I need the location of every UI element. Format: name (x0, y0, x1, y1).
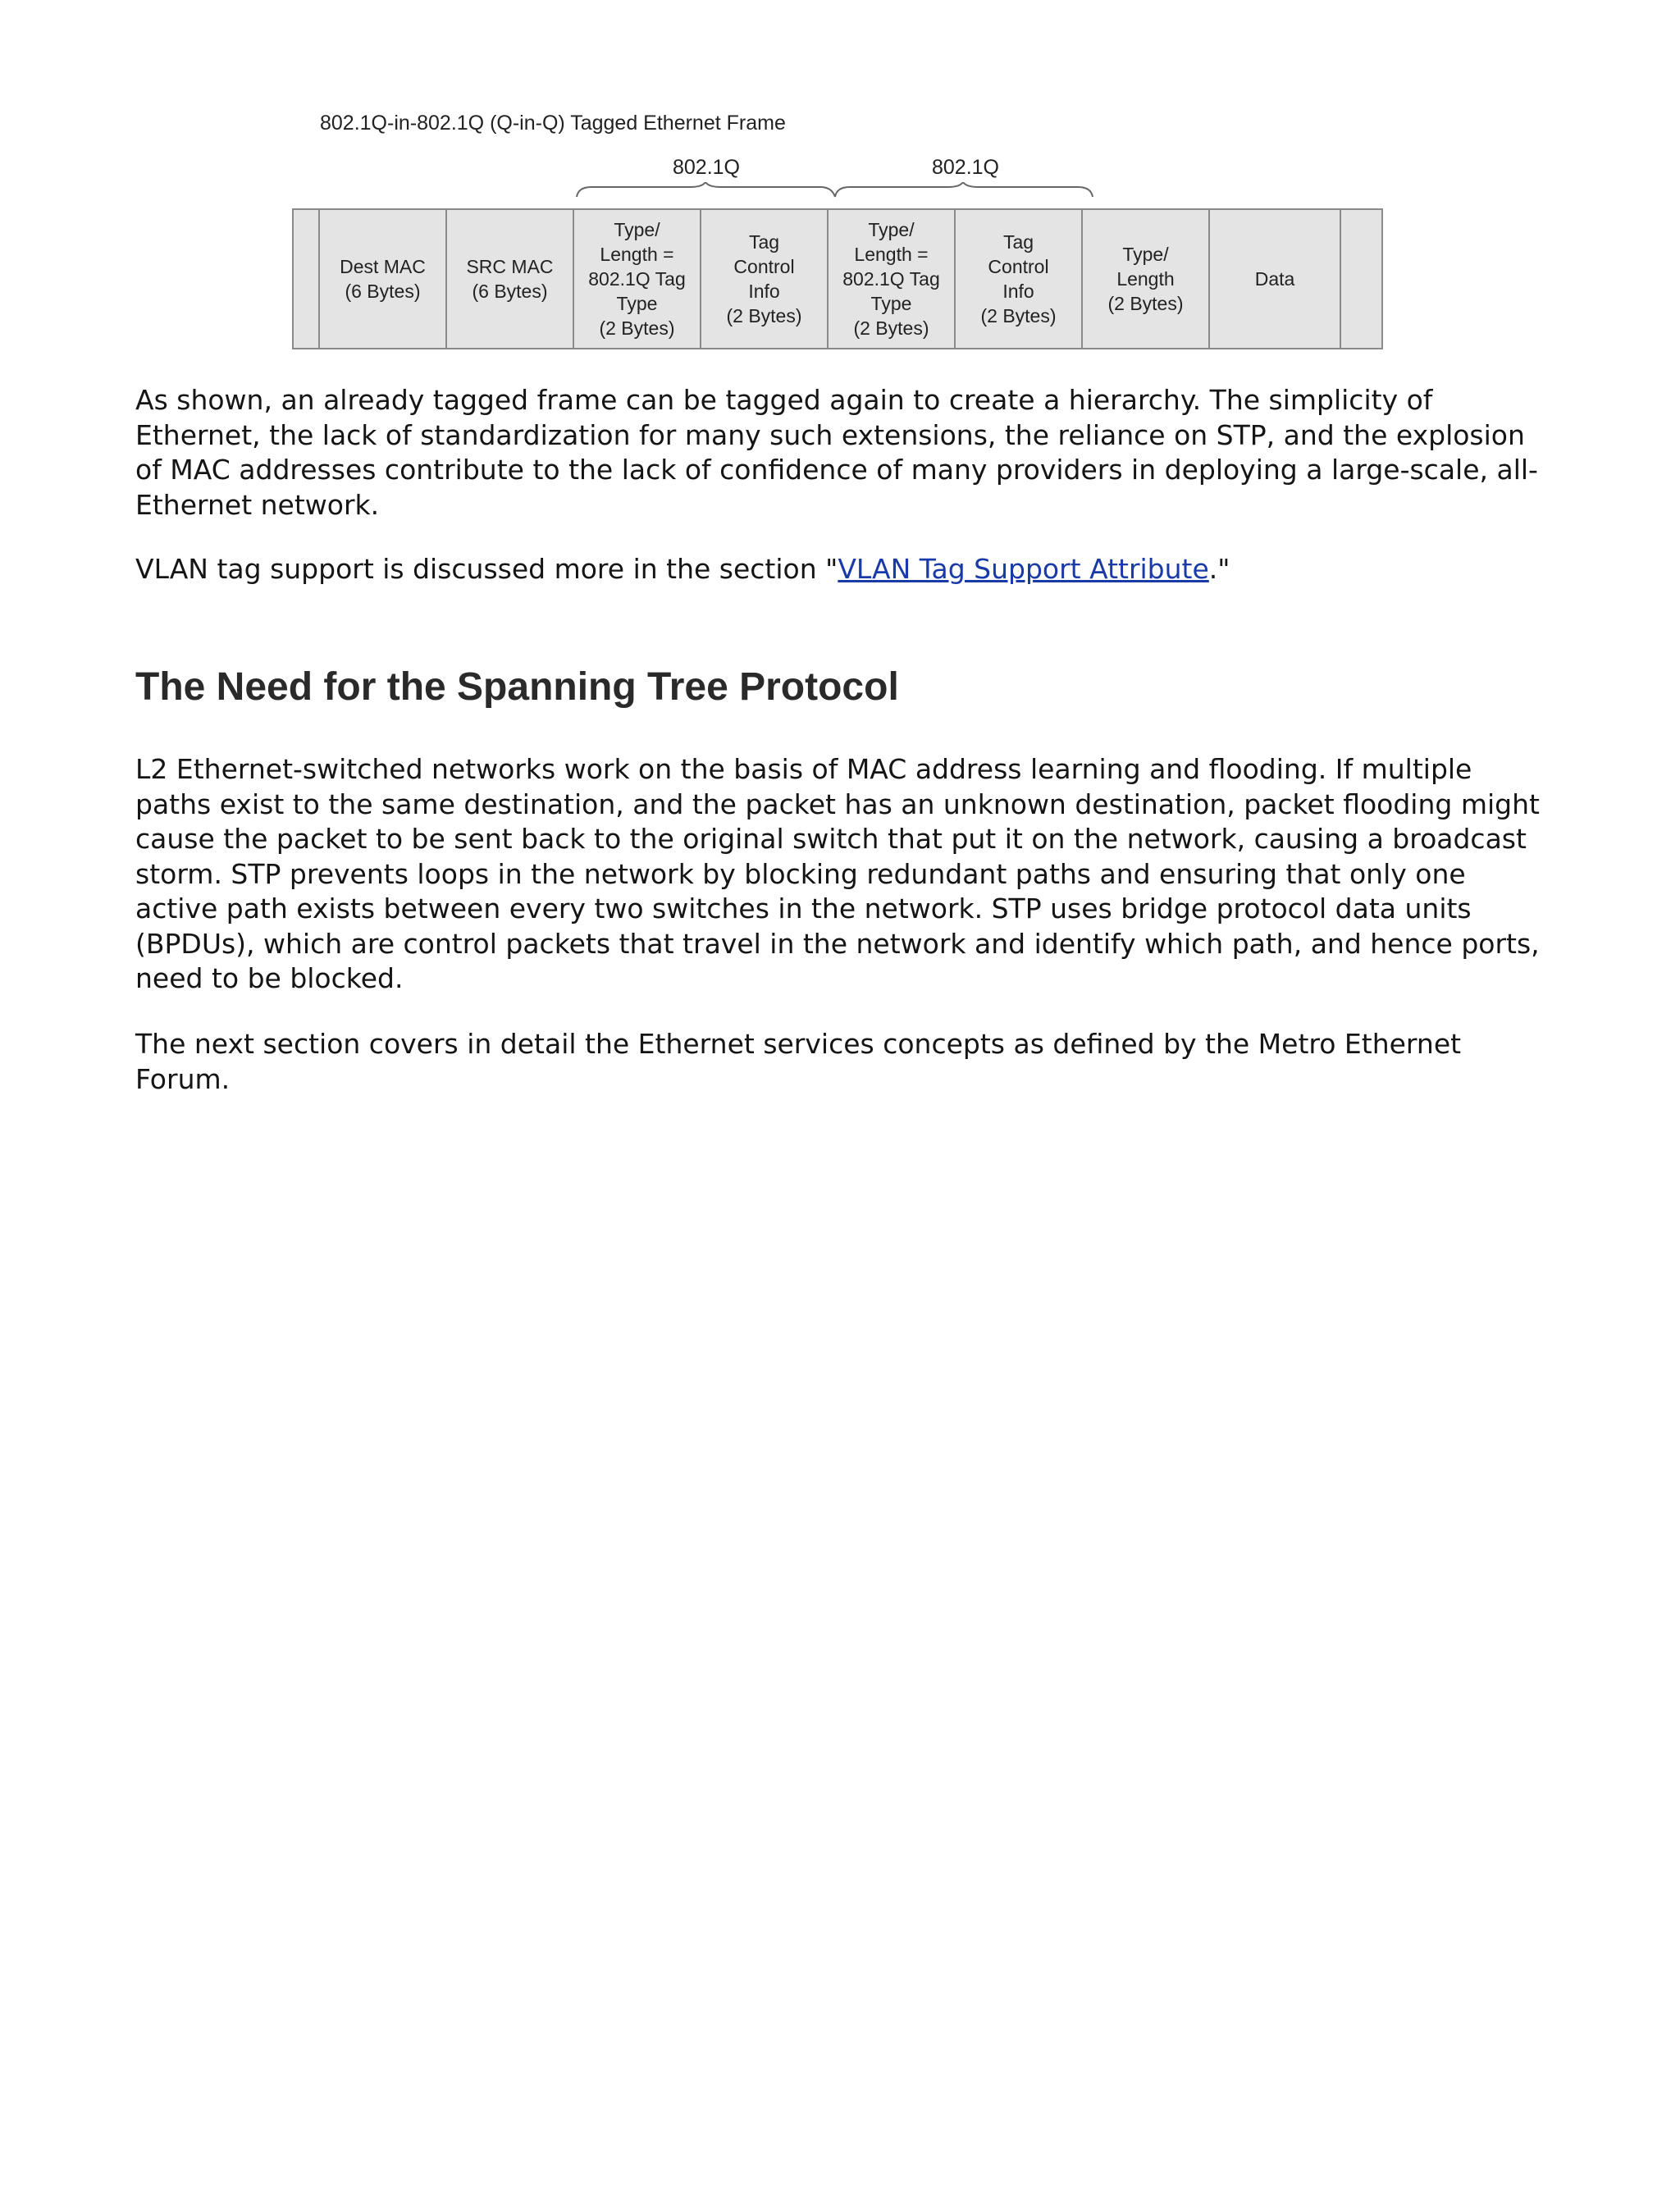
brace-label-outer-tag: 802.1Q (673, 156, 741, 179)
frame-right-edge (1340, 210, 1366, 348)
paragraph-stp: L2 Ethernet-switched networks work on the basis of MAC address learning and flooding. If multiple paths exist to the same destination, and the packet has an unknown destination, packet flooding might cause the packet to be sent back to the original switch that put it on the network, causing a broadcast storm. STP prevents loops in the network by blocking redundant paths and ensuring that only one active path exists between every two switches in the network. STP uses bridge protocol data units (BPDUs), which are control packets that travel in the network and identify which path, and hence ports, need to be blocked. (135, 753, 1540, 994)
paragraph-vlan-text-after: ." (1208, 553, 1230, 585)
paragraph-next-section: The next section covers in detail the Ethernet services concepts as defined by the Metro Ethernet Forum. (135, 1028, 1462, 1095)
frame-field-type-length: Type/ Length (2 Bytes) (1083, 210, 1210, 348)
frame-field-dest-mac: Dest MAC (6 Bytes) (320, 210, 447, 348)
brace-graphic (292, 182, 1385, 207)
frame-field-src-mac: SRC MAC (6 Bytes) (447, 210, 574, 348)
ethernet-frame-diagram (292, 208, 1383, 349)
frame-field-inner-tag-control: Tag Control Info (2 Bytes) (956, 210, 1083, 348)
frame-field-data: Data (1254, 268, 1295, 290)
figure-title: 802.1Q-in-802.1Q (Q-in-Q) Tagged Ethernet Frame (320, 112, 786, 135)
paragraph-vlan-tag-support (135, 552, 1546, 587)
frame-left-edge (294, 210, 320, 348)
paragraph-hierarchy: As shown, an already tagged frame can be tagged again to create a hierarchy. The simplicity of Ethernet, the lack of standardization for many such extensions, the reliance on STP, and the explosion of MAC addresses contribute to the lack of confidence of many providers in deploying a large-scale, all-Ethernet network. (135, 384, 1538, 521)
section-heading-stp: The Need for the Spanning Tree Protocol (135, 665, 899, 709)
brace-label-inner-tag: 802.1Q (932, 156, 1000, 179)
vlan-tag-support-link[interactable]: VLAN Tag Support Attribute (838, 553, 1209, 585)
frame-field-inner-tag-type: Type/ Length = 802.1Q Tag Type (2 Bytes) (829, 210, 956, 348)
paragraph-vlan-text-before: VLAN tag support is discussed more in the section " (135, 553, 838, 585)
qinq-frame-figure (292, 112, 1385, 354)
frame-field-outer-tag-control: Tag Control Info (2 Bytes) (701, 210, 829, 348)
frame-field-outer-tag-type: Type/ Length = 802.1Q Tag Type (2 Bytes) (574, 210, 701, 348)
